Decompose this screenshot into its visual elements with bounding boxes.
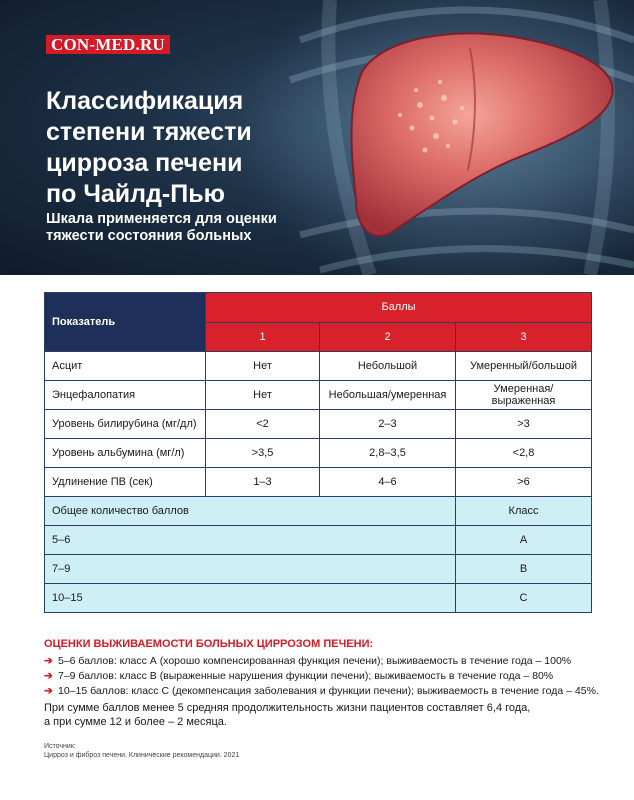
total-label: Общее количество баллов <box>45 497 456 526</box>
table-row <box>45 381 592 410</box>
title-line: степени тяжести <box>46 118 252 146</box>
page-title <box>46 86 346 210</box>
param-header: Показатель <box>45 293 206 352</box>
summary-line: а при сумме 12 и более – 2 месяца. <box>44 716 227 728</box>
table-cell: Умеренная/выраженная <box>456 381 592 410</box>
note-item <box>44 670 604 683</box>
table-cell: 4–6 <box>320 468 456 497</box>
score-header: 3 <box>456 322 592 352</box>
note-item <box>44 655 604 668</box>
note-text: 7–9 баллов: класс В (выраженные нарушения функции печени); выживаемость в течение года – 80% <box>58 670 554 682</box>
table-cell: Нет <box>206 352 320 381</box>
class-value: B <box>456 555 592 584</box>
table-row <box>45 439 592 468</box>
table-cell: <2,8 <box>456 439 592 468</box>
table-cell: 2–3 <box>320 410 456 439</box>
table-cell: Небольшая/умеренная <box>320 381 456 410</box>
notes-heading: ОЦЕНКИ ВЫЖИВАЕМОСТИ БОЛЬНЫХ ЦИРРОЗОМ ПЕЧЕНИ: <box>44 638 374 650</box>
subtitle-line: Шкала применяется для оценки <box>46 211 277 227</box>
survival-notes <box>44 638 604 760</box>
table-cell: Умеренный/большой <box>456 352 592 381</box>
summary-line: При сумме баллов менее 5 средняя продолжительность жизни пациентов составляет 6,4 года, <box>44 702 531 714</box>
scores-header: Баллы <box>206 293 592 323</box>
note-text: 5–6 баллов: класс А (хорошо компенсированная функция печени); выживаемость в течение года – 100% <box>58 655 572 667</box>
hero-banner <box>0 0 634 275</box>
score-header: 2 <box>320 322 456 352</box>
child-pugh-table <box>44 292 592 613</box>
arrow-right-icon: ➔ <box>44 655 53 667</box>
page-subtitle <box>46 211 346 245</box>
score-range: 7–9 <box>45 555 456 584</box>
summary-text <box>44 701 604 729</box>
arrow-right-icon: ➔ <box>44 685 53 697</box>
class-label: Класс <box>456 497 592 526</box>
table-cell: 1–3 <box>206 468 320 497</box>
class-value: A <box>456 526 592 555</box>
row-label: Уровень билирубина (мг/дл) <box>45 410 206 439</box>
table-row <box>45 410 592 439</box>
note-text: 10–15 баллов: класс С (декомпенсация заболевания и функции печени); выживаемость в течение года – 45%. <box>58 685 599 697</box>
table-cell: Нет <box>206 381 320 410</box>
table-row <box>45 352 592 381</box>
row-label: Удлинение ПВ (сек) <box>45 468 206 497</box>
title-line: Классификация <box>46 87 244 115</box>
source-label: Источник: <box>44 743 76 750</box>
score-header: 1 <box>206 322 320 352</box>
note-item <box>44 685 604 698</box>
source-note <box>44 742 604 760</box>
subtitle-line: тяжести состояния больных <box>46 228 252 244</box>
row-label: Уровень альбумина (мг/л) <box>45 439 206 468</box>
class-row <box>45 555 592 584</box>
table-cell: Небольшой <box>320 352 456 381</box>
arrow-right-icon: ➔ <box>44 670 53 682</box>
table-cell: >3 <box>456 410 592 439</box>
table-cell: <2 <box>206 410 320 439</box>
class-value: C <box>456 584 592 613</box>
class-row <box>45 584 592 613</box>
score-range: 10–15 <box>45 584 456 613</box>
brand-logo: CON-MED.RU <box>46 35 170 54</box>
class-row <box>45 526 592 555</box>
row-label: Энцефалопатия <box>45 381 206 410</box>
total-header-row <box>45 497 592 526</box>
title-line: цирроза печени <box>46 149 243 177</box>
score-range: 5–6 <box>45 526 456 555</box>
table-row <box>45 468 592 497</box>
table-cell: 2,8–3,5 <box>320 439 456 468</box>
table-cell: >6 <box>456 468 592 497</box>
source-text: Цирроз и фиброз печени. Клинические рекомендации. 2021 <box>44 752 240 759</box>
table-cell: >3,5 <box>206 439 320 468</box>
title-line: по Чайлд-Пью <box>46 180 225 208</box>
row-label: Асцит <box>45 352 206 381</box>
